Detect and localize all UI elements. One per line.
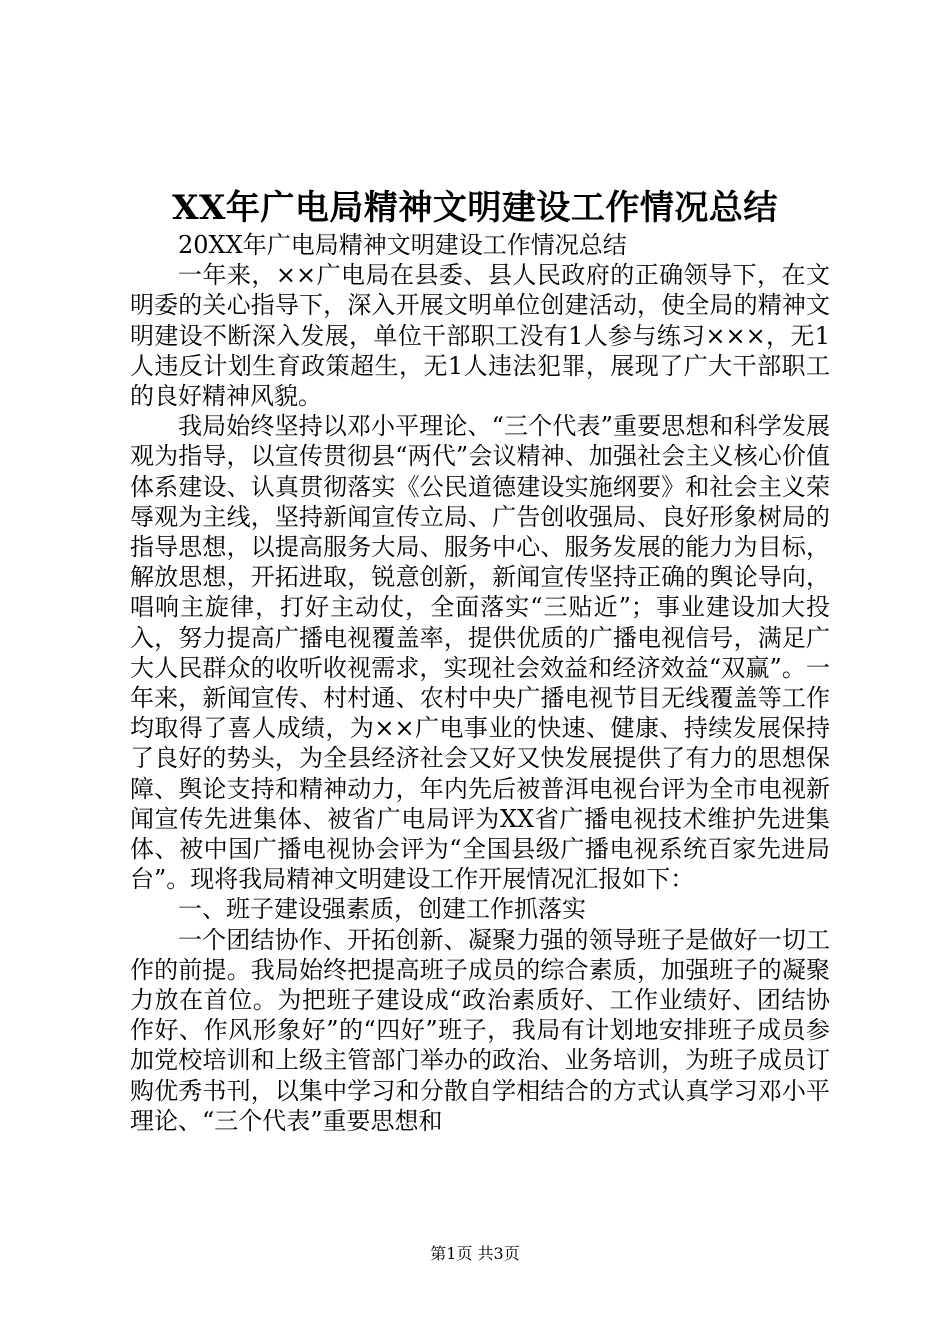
section-heading: 一、班子建设强素质，创建工作抓落实 (178, 895, 586, 924)
paragraph: 我局始终坚持以邓小平理论、“三个代表”重要思想和科学发展观为指导，以宣传贯彻县“两代”会议精神、加强社会主义核心价值体系建设、认真贯彻落实《公民道德建设实施纲要》和社会主义荣辱观为主线，坚持新闻宣传立局、广告创收强局、良好形象树局的指导思想，以提高服务大局、服务中心、服务发展的能力为目标，解放思想，开拓进取，锐意创新，新闻宣传坚持正确的舆论导向，唱响主旋律，打好主动仗，全面落实“三贴近”；事业建设加大投入，努力提高广播电视覆盖率，提供优质的广播电视信号，满足广大人民群众的收听收视需求，实现社会效益和经济效益“双赢”。一年来，新闻宣传、村村通、农村中央广播电视节目无线覆盖等工作均取得了喜人成绩，为××广电事业的快速、健康、持续发展保持了良好的势头，为全县经济社会又好又快发展提供了有力的思想保障、舆论支持和精神动力，年内先后被普洱电视台评为全市电视新闻宣传先进集体、被省广电局评为XX省广播电视技术维护先进集体、被中国广播电视协会评为“全国县级广播电视系统百家先进局台”。现将我局精神文明建设工作开展情况汇报如下： (130, 412, 830, 894)
document-body (130, 230, 830, 1136)
paragraph: 一个团结协作、开拓创新、凝聚力强的领导班子是做好一切工作的前提。我局始终把提高班子成员的综合素质，加强班子的凝聚力放在首位。为把班子建设成“政治素质好、工作业绩好、团结协作好、作风形象好”的“四好”班子，我局有计划地安排班子成员参加党校培训和上级主管部门举办的政治、业务培训，为班子成员订购优秀书刊，以集中学习和分散自学相结合的方式认真学习邓小平理论、“三个代表”重要思想和 (130, 925, 830, 1135)
page-number-footer: 第1页 共3页 (430, 1244, 520, 1263)
paragraph: 一年来，××广电局在县委、县人民政府的正确领导下，在文明委的关心指导下，深入开展文明单位创建活动，使全局的精神文明建设不断深入发展，单位干部职工没有1人参与练习×××，无1人违反计划生育政策超生，无1人违法犯罪，展现了广大干部职工的良好精神风貌。 (130, 261, 830, 411)
paragraph-subtitle: 20XX年广电局精神文明建设工作情况总结 (178, 231, 627, 259)
document-title: XX年广电局精神文明建设工作情况总结 (172, 188, 778, 228)
